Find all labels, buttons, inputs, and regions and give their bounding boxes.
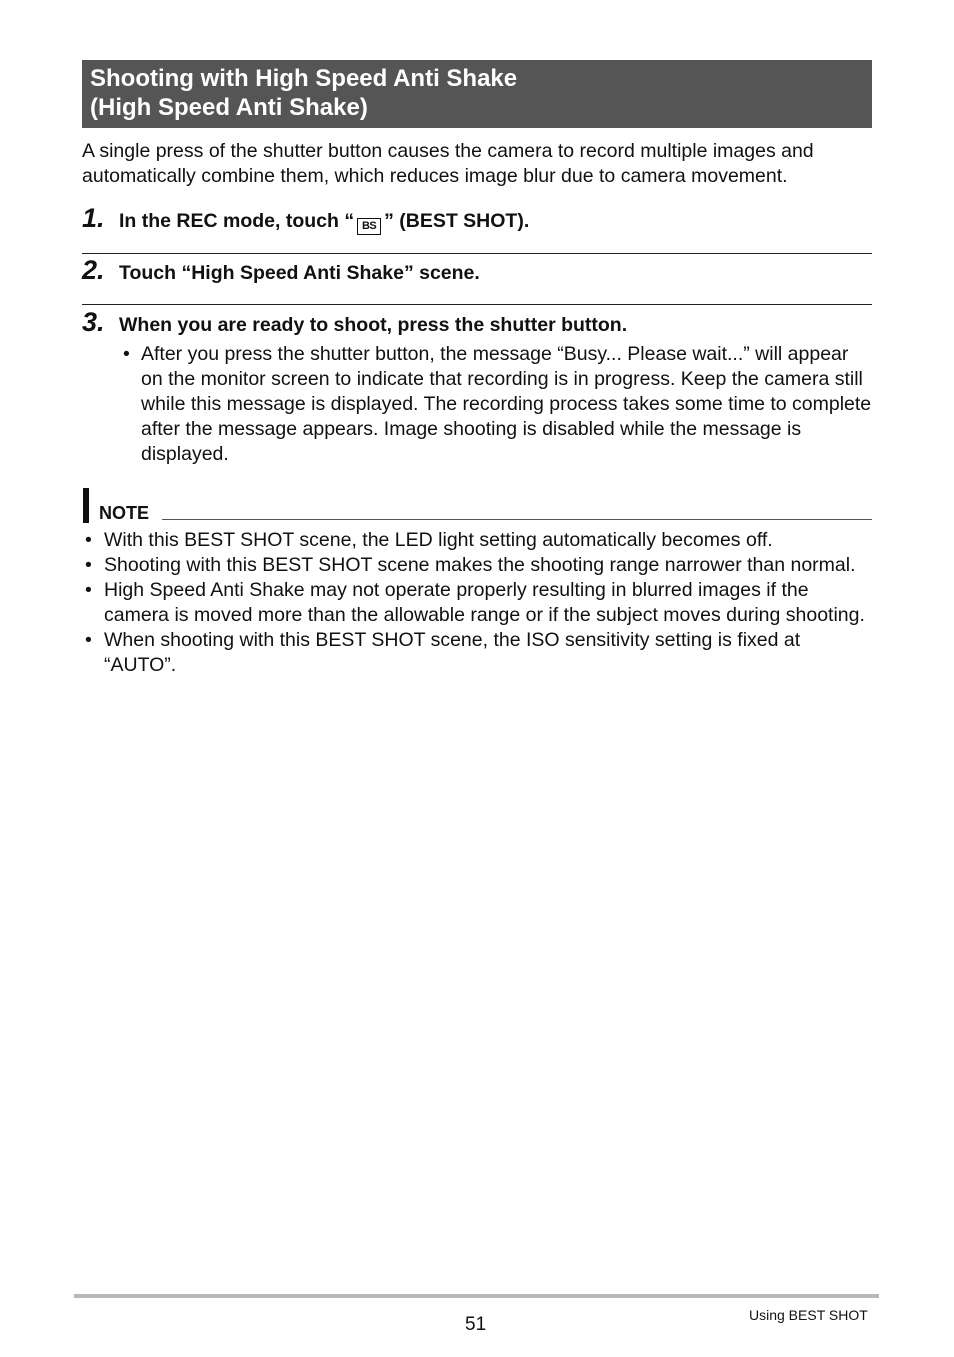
step-text-after: ” (BEST SHOT).: [384, 210, 530, 232]
list-item-text: After you press the shutter button, the message “Busy... Please wait...” will appear on the monitor screen to indicate that recording is in progress. Keep the camera still while this message is displayed. The recording process takes some time to complete after the message appears. Image shooting is disabled while the message is displayed.: [141, 343, 872, 465]
list-item-text: High Speed Anti Shake may not operate properly resulting in blurred images if the camera is moved more than the allowable range or if the subject moves during shooting.: [104, 579, 865, 626]
step-text: Touch “High Speed Anti Shake” scene.: [119, 262, 480, 284]
list-item-text: When shooting with this BEST SHOT scene, the ISO sensitivity setting is fixed at “AUTO”.: [104, 629, 801, 676]
list-item-text: Shooting with this BEST SHOT scene makes the shooting range narrower than normal.: [104, 554, 856, 576]
section-title-line-1: Shooting with High Speed Anti Shake: [90, 65, 518, 92]
bullet-icon: •: [85, 529, 92, 551]
section-title-line-2: (High Speed Anti Shake): [90, 94, 368, 121]
list-item: [82, 528, 872, 553]
note-label: NOTE: [99, 503, 150, 523]
step-text: When you are ready to shoot, press the shutter button.: [119, 314, 628, 336]
bullet-icon: •: [85, 554, 92, 576]
note-list: [82, 528, 872, 678]
step-number: 1.: [82, 203, 105, 233]
list-item: [120, 342, 872, 467]
step-number: 2.: [82, 255, 105, 285]
list-item: [82, 553, 872, 578]
bullet-icon: •: [85, 629, 92, 651]
page-number: 51: [465, 1314, 487, 1335]
step-text-before: In the REC mode, touch “: [119, 210, 355, 232]
step-divider: [82, 304, 872, 305]
footer-section-title: Using BEST SHOT: [749, 1307, 868, 1323]
footer-divider: [74, 1294, 879, 1298]
step-number: 3.: [82, 307, 105, 337]
note-divider: [162, 519, 872, 520]
intro-paragraph: A single press of the shutter button causes the camera to record multiple images and automatically combine them, which reduces image blur due to camera movement.: [82, 140, 814, 187]
section-title: [82, 60, 872, 128]
list-item: [82, 578, 872, 628]
list-item: [82, 628, 872, 678]
best-shot-icon: BS: [357, 218, 381, 235]
bullet-icon: •: [85, 579, 92, 601]
step-text: [119, 209, 529, 235]
note-marker: [83, 488, 89, 523]
step-divider: [82, 253, 872, 254]
step-3-bullets: [120, 342, 872, 467]
list-item-text: With this BEST SHOT scene, the LED light setting automatically becomes off.: [104, 529, 773, 551]
bullet-icon: •: [123, 343, 130, 365]
